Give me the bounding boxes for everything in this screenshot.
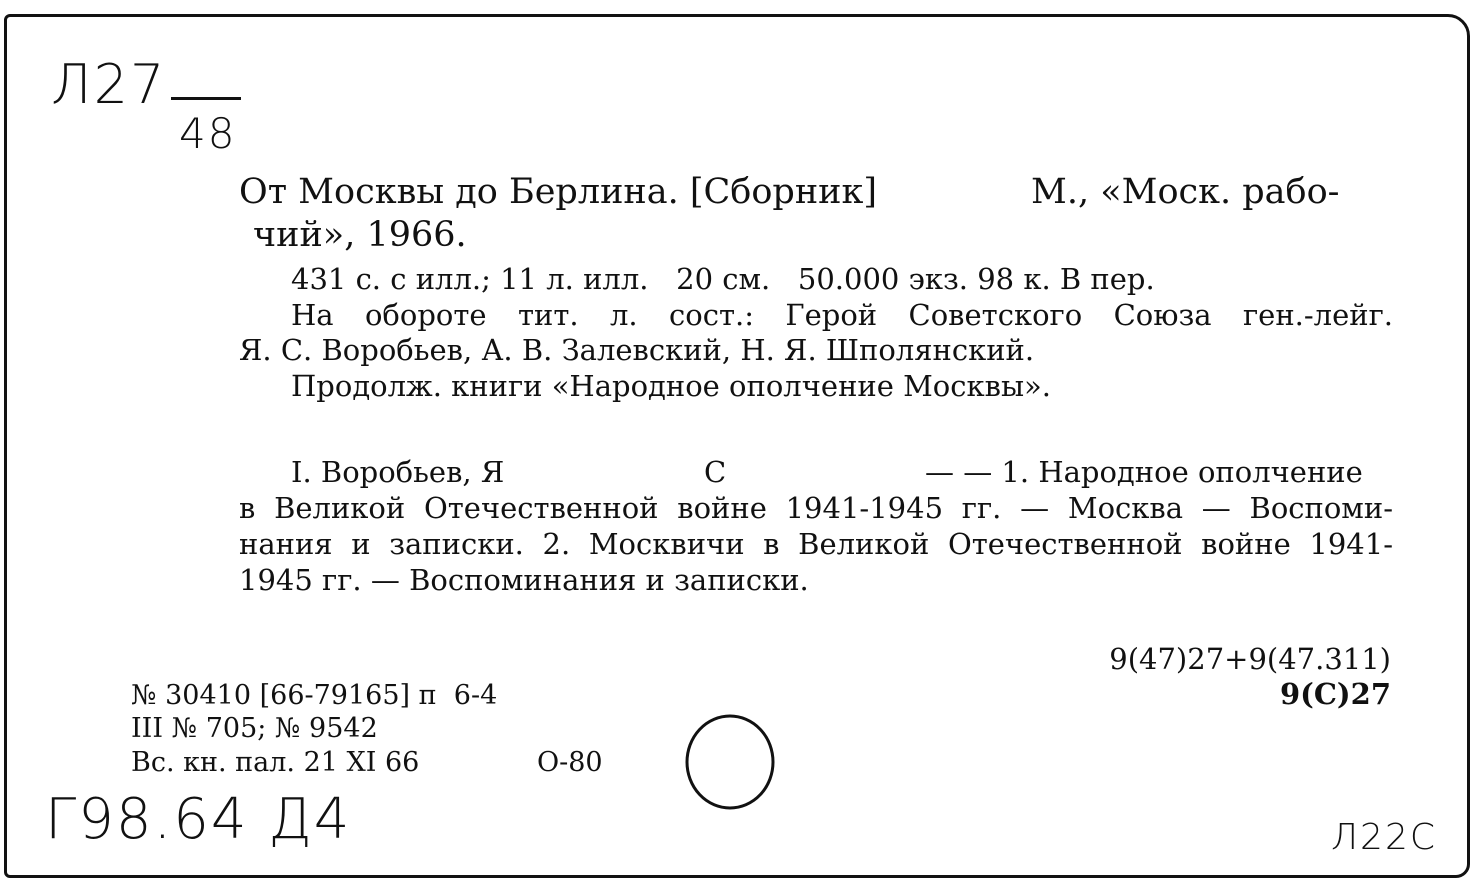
tracing-line-2: в Великой Отечественной войне 1941-1945 гг. — Москва — Воспоми- xyxy=(239,491,1393,525)
collation: 431 с. с илл.; 11 л. илл. 20 см. 50.000 экз. 98 к. В пер. xyxy=(291,262,1155,296)
note-line-3: Продолж. книги «Народное ополчение Москвы». xyxy=(291,369,1051,403)
shelf-mark-top: Л27 xyxy=(51,53,167,116)
shelf-mark-bottom: 48 xyxy=(179,109,237,158)
title-continuation: чий», 1966. xyxy=(253,215,467,255)
tracing-subject-1: — — 1. Народное ополчение xyxy=(925,455,1363,489)
punch-hole xyxy=(675,707,785,817)
title: От Москвы до Берлина. [Сборник] xyxy=(239,172,878,212)
classification-line-2: 9(С)27 xyxy=(1279,677,1391,711)
handwritten-shelf-code: Г98.64 Д4 xyxy=(45,787,352,852)
tracing-initial: С xyxy=(704,455,727,489)
handwritten-corner-note: Л22С xyxy=(1330,817,1437,858)
tracing-line-4: 1945 гг. — Воспоминания и записки. xyxy=(239,563,809,597)
imprint: М., «Моск. рабо- xyxy=(1031,172,1340,212)
catalog-card xyxy=(4,14,1470,878)
card-registry: Вс. кн. пал. 21 XI 66 xyxy=(131,747,420,778)
tracing-line-3: нания и записки. 2. Москвичи в Великой Отечественной войне 1941- xyxy=(239,527,1393,561)
tracing-name: I. Воробьев, Я xyxy=(291,455,505,489)
card-series: III № 705; № 9542 xyxy=(131,713,378,744)
shelf-mark-divider xyxy=(171,97,241,100)
card-code: О-80 xyxy=(537,747,603,778)
card-number: № 30410 [66-79165] п 6-4 xyxy=(131,680,498,711)
note-line-1: На обороте тит. л. сост.: Герой Советского Союза ген.-лейг. xyxy=(291,298,1393,332)
classification-line-1: 9(47)27+9(47.311) xyxy=(1109,642,1391,676)
note-line-2: Я. С. Воробьев, А. В. Залевский, Н. Я. Шполянский. xyxy=(239,333,1035,367)
